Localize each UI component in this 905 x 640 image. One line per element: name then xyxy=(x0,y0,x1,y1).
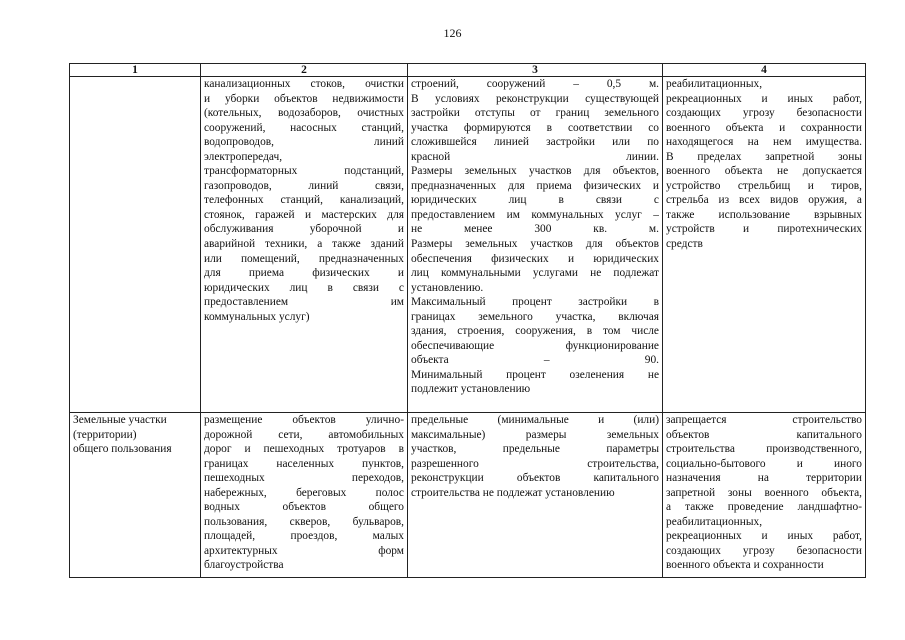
cell-text-line: также использование взрывных xyxy=(666,208,862,221)
cell-text-line: красной линии. xyxy=(411,150,659,163)
cell-text-line: подлежит установлению xyxy=(411,383,531,396)
cell-text-line: запретной зоны военного объекта, xyxy=(666,486,862,499)
cell-text-line: (территории) xyxy=(73,428,137,441)
cell-text-line: военного объекта и сохранности xyxy=(666,121,862,134)
regulation-table xyxy=(69,63,866,578)
cell-text-line: предельные (минимальные и (или) xyxy=(411,414,659,426)
cell-text-line: а также проведение ландшафтно- xyxy=(666,501,862,514)
cell-text-line: Минимальный процент озеленения не xyxy=(411,368,659,381)
cell-text-line: назначения на территории xyxy=(666,472,862,485)
table-row xyxy=(70,77,866,413)
cell-text-line: установлению. xyxy=(411,281,484,294)
cell-text-line: или помещений, предназначенных xyxy=(204,252,404,265)
column-header-3: 3 xyxy=(408,64,663,77)
cell-text-line: юридических лиц в связи с xyxy=(411,194,659,207)
permitted-use-cell xyxy=(201,77,408,413)
cell-text-line: предназначенных для приема физических и xyxy=(411,179,659,192)
cell-text-line: рекреационных и иных работ, xyxy=(666,530,862,543)
cell-text-line: средств xyxy=(666,238,703,251)
cell-text-line: предоставлением им xyxy=(204,296,404,309)
cell-text-line: площадей, проездов, малых xyxy=(204,530,404,543)
cell-text-line: рекреационных и иных работ, xyxy=(666,92,862,105)
cell-text-line: стоянок, гаражей и мастерских для xyxy=(204,208,404,221)
cell-text-line: пешеходных переходов, xyxy=(204,472,404,485)
cell-text-line: реконструкции объектов капитального xyxy=(411,472,659,485)
cell-text-line: для приема физических и xyxy=(204,267,404,280)
cell-text-line: трансформаторных подстанций, xyxy=(204,165,404,178)
restrictions-cell xyxy=(663,413,866,578)
zone-name-cell xyxy=(70,413,201,578)
cell-text-line: электропередач, xyxy=(204,150,283,163)
cell-text-line: предоставлением им коммунальных услуг – xyxy=(411,208,659,221)
cell-text-line: Максимальный процент застройки в xyxy=(411,296,659,309)
cell-text-line: создающих угрозу безопасности xyxy=(666,544,862,557)
cell-text-line: обслуживания уборочной и xyxy=(204,223,404,236)
column-header-4: 4 xyxy=(663,64,866,77)
cell-text-line: разрешенного строительства, xyxy=(411,457,659,470)
cell-text-line: строений, сооружений – 0,5 м. xyxy=(411,78,659,90)
cell-text-line: устройство стрельбищ и тиров, xyxy=(666,179,862,192)
cell-text-line: стрельба из всех видов оружия, а xyxy=(666,194,862,207)
cell-text-line: пользования, скверов, бульваров, xyxy=(204,515,404,528)
restrictions-cell xyxy=(663,77,866,413)
column-header-1: 1 xyxy=(70,64,201,77)
cell-text-line: запрещается строительство xyxy=(666,414,862,426)
cell-text-line: газопроводов, линий связи, xyxy=(204,179,404,192)
cell-text-line: водных объектов общего xyxy=(204,501,404,514)
cell-text-line: (котельных, водозаборов, очистных xyxy=(204,107,404,120)
cell-text-line: участка формируются в соответствии со xyxy=(411,121,659,134)
cell-text-line: военного объекта не допускается xyxy=(666,165,862,178)
cell-text-line: обеспечивающие функционирование xyxy=(411,339,659,352)
cell-text-line: дорожной сети, автомобильных xyxy=(204,428,404,441)
parameters-cell xyxy=(408,413,663,578)
cell-text-line: Размеры земельных участков для объектов, xyxy=(411,165,659,178)
cell-text-line: социально-бытового и иного xyxy=(666,457,862,470)
cell-text-line: размещение объектов улично- xyxy=(204,414,404,426)
cell-text-line: В пределах запретной зоны xyxy=(666,150,862,163)
cell-text-line: канализационных стоков, очистки xyxy=(204,78,404,90)
cell-text-line: архитектурных форм xyxy=(204,544,404,557)
cell-text-line: застройки отступы от границ земельного xyxy=(411,107,659,120)
cell-text-line: юридических лиц в связи с xyxy=(204,281,404,294)
cell-text-line: реабилитационных, xyxy=(666,78,763,90)
cell-text-line: общего пользования xyxy=(73,443,172,456)
cell-text-line: находящегося на нем имущества. xyxy=(666,136,862,149)
cell-text-line: Размеры земельных участков для объектов xyxy=(411,238,659,251)
cell-text-line: военного объекта и сохранности xyxy=(666,559,824,572)
cell-text-line: набережных, береговых полос xyxy=(204,486,404,499)
cell-text-line: объектов капитального xyxy=(666,428,862,441)
cell-text-line: и уборки объектов недвижимости xyxy=(204,92,404,105)
parameters-cell xyxy=(408,77,663,413)
cell-text-line: границах населенных пунктов, xyxy=(204,457,404,470)
cell-text-line: участков, предельные параметры xyxy=(411,443,659,456)
cell-text-line: лиц коммунальными услугами не подлежат xyxy=(411,267,659,280)
cell-text-line: здания, строения, сооружения, в том числе xyxy=(411,325,659,338)
header-row xyxy=(70,64,866,77)
cell-text-line: обеспечения физических и юридических xyxy=(411,252,659,265)
cell-text-line: максимальные) размеры земельных xyxy=(411,428,659,441)
cell-text-line: аварийной техники, а также зданий xyxy=(204,238,404,251)
cell-text-line: создающих угрозу безопасности xyxy=(666,107,862,120)
permitted-use-cell xyxy=(201,413,408,578)
cell-text-line: коммунальных услуг) xyxy=(204,310,310,323)
cell-text-line: устройств и пиротехнических xyxy=(666,223,862,236)
cell-text-line: водопроводов, линий xyxy=(204,136,404,149)
table-row xyxy=(70,413,866,578)
cell-text-line: границах земельного участка, включая xyxy=(411,310,659,323)
cell-text-line: реабилитационных, xyxy=(666,515,763,528)
page-number: 126 xyxy=(443,26,462,40)
cell-text-line: телефонных станций, канализаций, xyxy=(204,194,404,207)
cell-text-line: не менее 300 кв. м. xyxy=(411,223,659,236)
column-header-2: 2 xyxy=(201,64,408,77)
cell-text-line: сооружений, насосных станций, xyxy=(204,121,404,134)
cell-text-line: В условиях реконструкции существующей xyxy=(411,92,659,105)
cell-text-line: строительства не подлежат установлению xyxy=(411,486,615,499)
cell-text-line: сложившейся линией застройки или по xyxy=(411,136,659,149)
cell-text-line: дорог и пешеходных тротуаров в xyxy=(204,443,404,456)
cell-text-line: благоустройства xyxy=(204,559,284,572)
zone-name-cell xyxy=(70,77,201,413)
cell-text-line: объекта – 90. xyxy=(411,354,659,367)
cell-text-line: строительства производственного, xyxy=(666,443,862,456)
cell-text-line: Земельные участки xyxy=(73,414,167,426)
